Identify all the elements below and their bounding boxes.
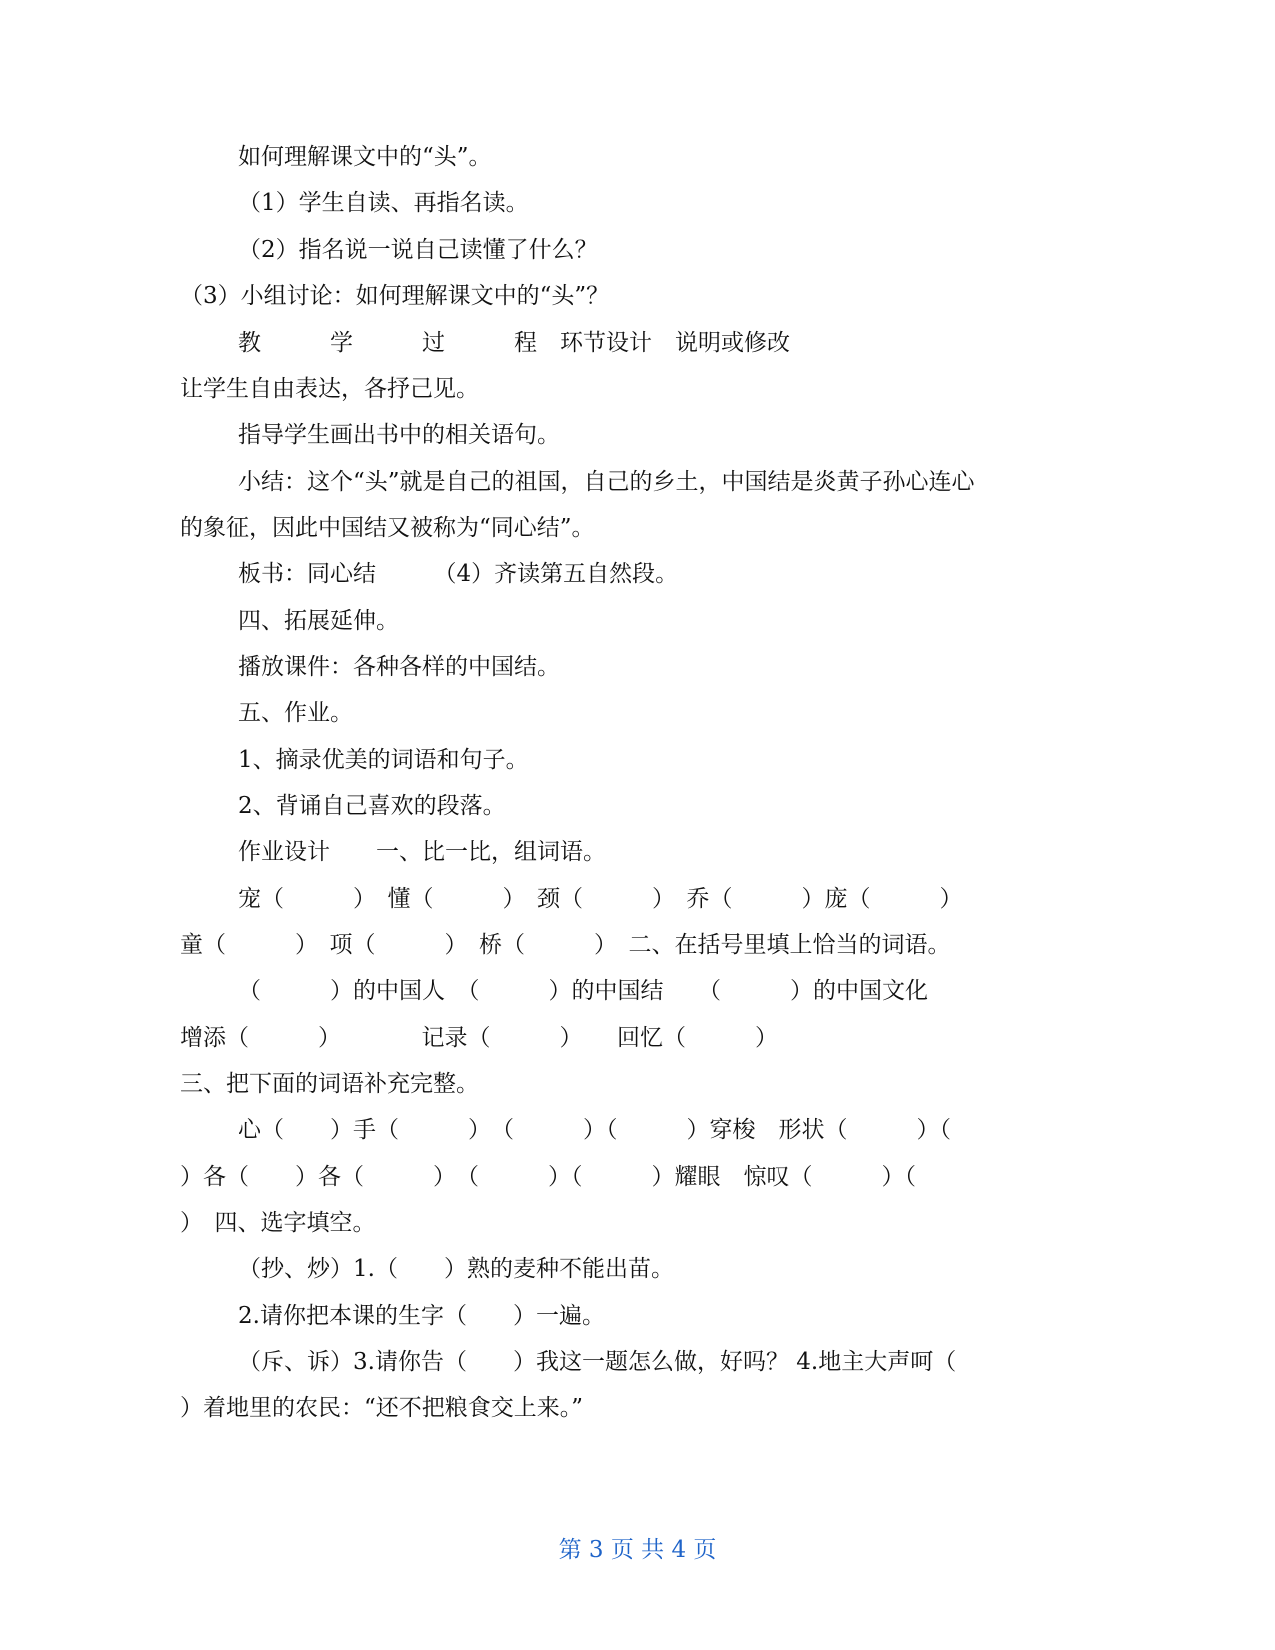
text-line: 童（ ） 项（ ） 桥（ ） 二、在括号里填上恰当的词语。 bbox=[180, 932, 951, 958]
text-line: 指导学生画出书中的相关语句。 bbox=[238, 422, 560, 448]
page-number-footer: 第 3 页 共 4 页 bbox=[558, 1537, 717, 1563]
text-line: 四、拓展延伸。 bbox=[238, 608, 399, 634]
text-line: （斥、诉）3.请你告（ ）我这一题怎么做，好吗？ 4.地主大声呵（ bbox=[238, 1349, 957, 1375]
text-line: 播放课件：各种各样的中国结。 bbox=[238, 654, 560, 680]
text-line: 三、把下面的词语补充完整。 bbox=[180, 1071, 479, 1097]
text-line: 小结：这个“头”就是自己的祖国，自己的乡土，中国结是炎黄子孙心连心 bbox=[238, 469, 975, 495]
text-line: 教 学 过 程 环节设计 说明或修改 bbox=[238, 330, 790, 356]
text-line: （1）学生自读、再指名读。 bbox=[238, 190, 529, 216]
text-line: 作业设计 一、比一比，组词语。 bbox=[238, 839, 606, 865]
text-line: （抄、炒）1.（ ）熟的麦种不能出苗。 bbox=[238, 1256, 674, 1282]
text-line: 增添（ ） 记录（ ） 回忆（ ） bbox=[180, 1025, 778, 1051]
text-line: 的象征，因此中国结又被称为“同心结”。 bbox=[180, 515, 595, 541]
text-line: 五、作业。 bbox=[238, 700, 353, 726]
text-line: ） 四、选字填空。 bbox=[180, 1210, 376, 1236]
text-line: ）着地里的农民：“还不把粮食交上来。” bbox=[180, 1395, 584, 1421]
text-line: （ ）的中国人 （ ）的中国结 （ ）的中国文化 bbox=[238, 978, 928, 1004]
text-line: ）各（ ）各（ ） （ ）（ ）耀眼 惊叹（ ）（ bbox=[180, 1164, 916, 1190]
text-line: 宠（ ） 懂（ ） 颈（ ） 乔（ ）庞（ ） bbox=[238, 886, 963, 912]
text-line: 2、背诵自己喜欢的段落。 bbox=[238, 793, 506, 819]
text-line: 心（ ）手（ ） （ ）（ ）穿梭 形状（ ）（ bbox=[238, 1117, 951, 1143]
text-line: （2）指名说一说自己读懂了什么？ bbox=[238, 237, 598, 263]
text-line: 1、摘录优美的词语和句子。 bbox=[238, 747, 529, 773]
text-line: （3）小组讨论：如何理解课文中的“头”？ bbox=[180, 283, 610, 309]
text-line: 如何理解课文中的“头”。 bbox=[238, 144, 492, 170]
text-line: 2.请你把本课的生字（ ）一遍。 bbox=[238, 1303, 605, 1329]
text-line: 板书：同心结 （4）齐读第五自然段。 bbox=[238, 561, 679, 587]
text-line: 让学生自由表达，各抒己见。 bbox=[180, 376, 479, 402]
